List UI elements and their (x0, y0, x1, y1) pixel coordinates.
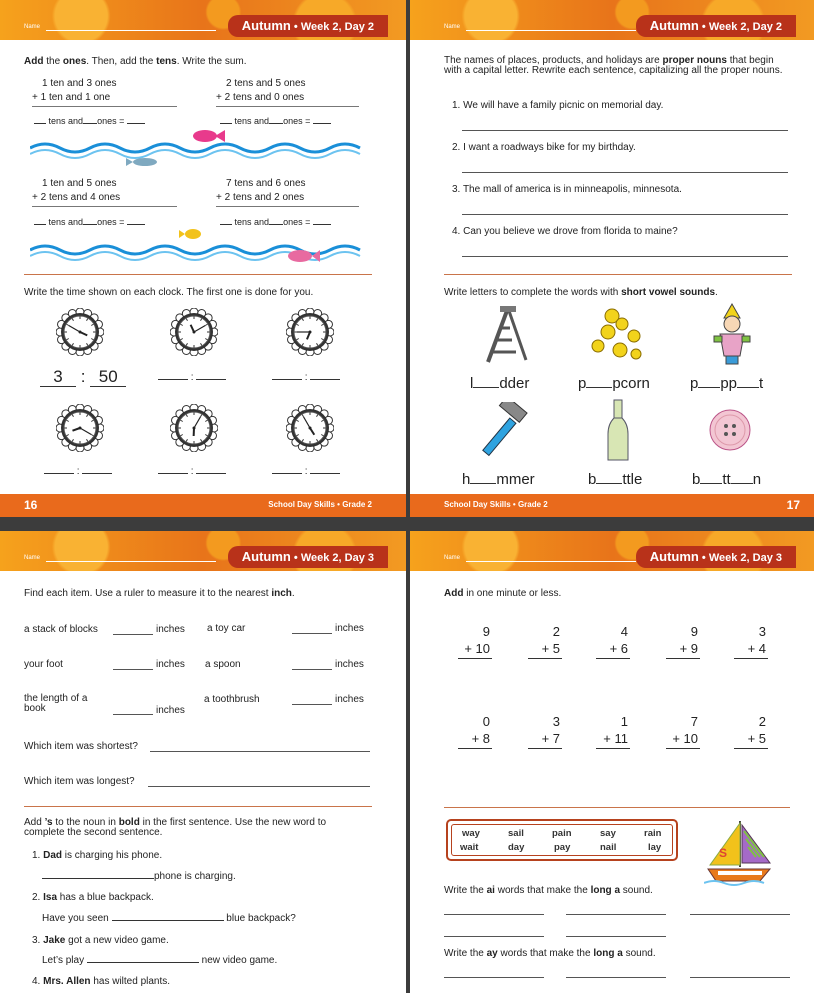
word: way (462, 828, 480, 839)
ai-answer-line[interactable] (566, 936, 666, 937)
ladder-icon (478, 304, 530, 364)
addend-top: 2 (758, 714, 766, 729)
rewrite-line-2[interactable] (462, 172, 788, 173)
ay-answer-line[interactable] (690, 977, 790, 978)
sentence-1: 1. We will have a family picnic on memorial day. (452, 100, 664, 111)
button-icon (708, 408, 752, 452)
sum-line[interactable] (458, 658, 492, 659)
rewrite-line-4[interactable] (462, 256, 788, 257)
addend-top: 1 (620, 714, 628, 729)
addend-top: 7 (690, 714, 698, 729)
page-header (0, 531, 406, 571)
word: pay (554, 842, 571, 853)
measure-unit-1: inches (156, 624, 185, 635)
word-button[interactable]: b tt n (692, 471, 762, 488)
addend-bottom: + 11 (603, 731, 628, 746)
word: wait (460, 842, 479, 853)
possessive-item-1: 1. Dad is charging his phone. (32, 850, 163, 861)
page-header (0, 0, 406, 40)
page-19 (410, 531, 814, 993)
section-divider (24, 274, 372, 275)
problem-1-line-1: 1 ten and 3 ones (42, 78, 117, 89)
page-title: Autumn • Week 2, Day 2 (636, 15, 796, 37)
possessive-answer-3[interactable]: Let’s play new video game. (42, 955, 278, 966)
clock-center (193, 427, 196, 430)
addend-top: 2 (552, 624, 560, 639)
possessive-item-4: 4. Mrs. Allen has wilted plants. (32, 976, 171, 987)
time-answer-4[interactable]: : (44, 466, 112, 477)
sentence-2: 2. I want a roadways bike for my birthday. (452, 142, 636, 153)
measure-item-2: a toy car (207, 623, 246, 634)
page-number: 16 (24, 498, 38, 512)
clock-center (309, 331, 312, 334)
clock-center (309, 427, 312, 430)
addend-bottom: + 9 (679, 641, 698, 656)
time-answer-6[interactable]: : (272, 466, 340, 477)
measure-blank-2[interactable] (292, 633, 332, 634)
word-puppet[interactable]: p pp t (690, 375, 764, 392)
problem-3-rule (32, 206, 177, 207)
footer-text: School Day Skills • Grade 2 (444, 500, 548, 509)
section-divider (444, 274, 792, 275)
measure-blank-5[interactable] (113, 714, 153, 715)
word: day (508, 842, 525, 853)
measure-unit-4: inches (335, 659, 364, 670)
problem-4-line-1: 7 tens and 6 ones (226, 178, 306, 189)
ay-answer-line[interactable] (566, 977, 666, 978)
ai-answer-line[interactable] (690, 914, 790, 915)
sum-line[interactable] (666, 658, 700, 659)
time-answer-2[interactable]: : (158, 372, 226, 383)
measure-blank-4[interactable] (292, 669, 332, 670)
page-header (410, 0, 814, 40)
addend-bottom: + 6 (609, 641, 628, 656)
addend-bottom: + 10 (672, 731, 698, 746)
clock-center (79, 427, 82, 430)
time-answer-5[interactable]: : (158, 466, 226, 477)
word: rain (644, 828, 662, 839)
question-shortest: Which item was shortest? (24, 741, 138, 752)
question-longest: Which item was longest? (24, 776, 135, 787)
clock-face-3 (286, 308, 334, 356)
clock-center (79, 331, 82, 334)
section-divider (24, 806, 372, 807)
problem-2-line-1: 2 tens and 5 ones (226, 78, 306, 89)
word: lay (648, 842, 662, 853)
water-waves-image (30, 128, 370, 168)
word: nail (600, 842, 617, 853)
problem-2-line-2: + 2 tens and 0 ones (216, 92, 305, 103)
addend-bottom: + 5 (541, 641, 560, 656)
page-18 (0, 531, 406, 993)
measure-item-1: a stack of blocks (24, 624, 98, 635)
word: say (600, 828, 616, 839)
page-header (410, 531, 814, 571)
measure-item-4: a spoon (205, 659, 241, 670)
page-17 (410, 0, 814, 517)
addend-top: 9 (690, 624, 698, 639)
measure-item-3: your foot (24, 659, 63, 670)
measure-blank-6[interactable] (292, 704, 332, 705)
problem-1-line-2: + 1 ten and 1 one (32, 92, 111, 103)
answer-shortest[interactable] (150, 751, 370, 752)
problem-4-rule (216, 206, 359, 207)
possessive-instruction: Add ’s to the noun in bold in the first sentence. Use the new word to complete the second sentence. (24, 817, 327, 838)
measure-instruction: Find each item. Use a ruler to measure it to the nearest inch. (24, 588, 295, 599)
problem-2-answer: tens and ones = (220, 116, 331, 127)
name-label: Name (444, 555, 461, 561)
name-label: Name (24, 555, 41, 561)
addend-top: 9 (482, 624, 490, 639)
clock-face-4 (56, 404, 104, 452)
clock-center (193, 331, 196, 334)
rewrite-line-3[interactable] (462, 214, 788, 215)
measure-unit-6: inches (335, 694, 364, 705)
sum-line[interactable] (734, 658, 768, 659)
sum-line[interactable] (458, 748, 492, 749)
addend-top: 3 (758, 624, 766, 639)
sentence-3: 3. The mall of america is in minneapolis, minnesota. (452, 184, 682, 195)
addend-bottom: + 4 (747, 641, 766, 656)
page-footer (0, 494, 406, 517)
addend-bottom: + 8 (471, 731, 490, 746)
ay-question: Write the ay words that make the long a sound. (444, 948, 656, 959)
clock-face-6 (286, 404, 334, 452)
sum-line[interactable] (528, 658, 562, 659)
hammer-icon (474, 402, 530, 458)
example-time-answer: 3 : 50 (40, 368, 126, 387)
popcorn-icon (590, 306, 646, 362)
addend-top: 4 (620, 624, 628, 639)
bottle-icon (606, 398, 630, 462)
ai-answer-line[interactable] (444, 914, 544, 915)
addend-top: 0 (482, 714, 490, 729)
addend-bottom: + 10 (464, 641, 490, 656)
page-footer (410, 494, 814, 517)
measure-item-6: a toothbrush (204, 694, 260, 705)
sum-line[interactable] (734, 748, 768, 749)
ai-answer-line[interactable] (444, 936, 544, 937)
ai-answer-line[interactable] (566, 914, 666, 915)
sail-letter: S (719, 846, 728, 860)
puppet-icon (710, 302, 754, 366)
rewrite-line-1[interactable] (462, 130, 788, 131)
clock-face-2 (170, 308, 218, 356)
problem-3-answer: tens and ones = (34, 217, 145, 228)
page-title: Autumn • Week 2, Day 3 (636, 546, 796, 568)
problem-2-rule (216, 106, 359, 107)
ones-tens-instruction: Add the ones. Then, add the tens. Write the sum. (24, 56, 247, 67)
measure-unit-2: inches (335, 623, 364, 634)
name-label: Name (24, 24, 41, 30)
word-hammer[interactable]: h mmer (462, 471, 535, 488)
problem-4-line-2: + 2 tens and 2 ones (216, 192, 305, 203)
measure-blank-3[interactable] (113, 669, 153, 670)
word-bottle[interactable]: b ttle (588, 471, 643, 488)
addend-bottom: + 5 (747, 731, 766, 746)
answer-longest[interactable] (148, 786, 370, 787)
word: sail (508, 828, 524, 839)
measure-item-5: the length of a book (24, 693, 88, 714)
possessive-answer-2[interactable]: Have you seen blue backpack? (42, 913, 296, 924)
sum-line[interactable] (528, 748, 562, 749)
word-ladder[interactable]: l dder (470, 375, 530, 392)
clock-face-1 (56, 308, 104, 356)
proper-nouns-intro: The names of places, products, and holidays are proper nouns that begin with a capital letter. Rewrite each sentence, capitalizing all the proper nouns. (444, 55, 783, 76)
word: pain (552, 828, 572, 839)
problem-1-rule (32, 106, 177, 107)
possessive-answer-1[interactable]: phone is charging. (42, 871, 236, 882)
addend-top: 3 (552, 714, 560, 729)
addition-instruction: Add in one minute or less. (444, 588, 562, 599)
word-popcorn[interactable]: p pcorn (578, 375, 650, 392)
problem-3-line-1: 1 ten and 5 ones (42, 178, 117, 189)
sum-line[interactable] (666, 748, 700, 749)
vowel-instruction: Write letters to complete the words with short vowel sounds. (444, 287, 718, 298)
measure-unit-5: inches (156, 705, 185, 716)
footer-text: School Day Skills • Grade 2 (268, 500, 372, 509)
measure-unit-3: inches (156, 659, 185, 670)
page-title: Autumn • Week 2, Day 2 (228, 15, 388, 37)
time-answer-3[interactable]: : (272, 372, 340, 383)
ay-answer-line[interactable] (444, 977, 544, 978)
sum-line[interactable] (596, 748, 630, 749)
sentence-4: 4. Can you believe we drove from florida to maine? (452, 226, 678, 237)
ai-question: Write the ai words that make the long a sound. (444, 885, 653, 896)
clock-instruction: Write the time shown on each clock. The first one is done for you. (24, 287, 314, 298)
problem-3-line-2: + 2 tens and 4 ones (32, 192, 121, 203)
problem-4-answer: tens and ones = (220, 217, 331, 228)
measure-blank-1[interactable] (113, 634, 153, 635)
possessive-item-3: 3. Jake got a new video game. (32, 935, 169, 946)
problem-1-answer: tens and ones = (34, 116, 145, 127)
section-divider (444, 807, 790, 808)
page-title: Autumn • Week 2, Day 3 (228, 546, 388, 568)
page-number: 17 (786, 498, 800, 512)
sailboat-icon (704, 817, 774, 889)
name-label: Name (444, 24, 461, 30)
word-box (446, 819, 678, 861)
page-16 (0, 0, 406, 517)
water-waves-image (30, 222, 370, 266)
addend-bottom: + 7 (541, 731, 560, 746)
sum-line[interactable] (596, 658, 630, 659)
clock-face-5 (170, 404, 218, 452)
possessive-item-2: 2. Isa has a blue backpack. (32, 892, 154, 903)
